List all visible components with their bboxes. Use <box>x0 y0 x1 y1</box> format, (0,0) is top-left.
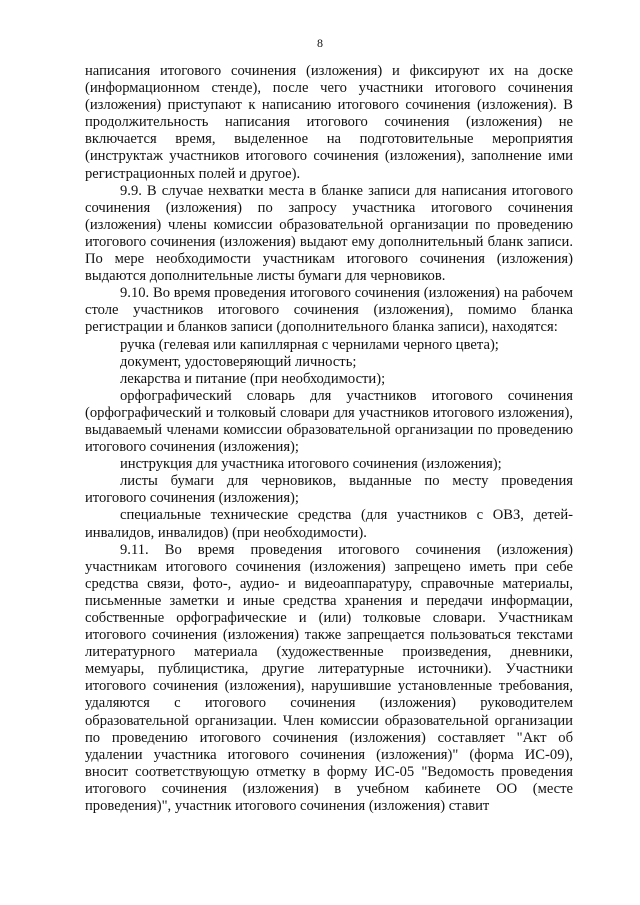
list-item-medicine: лекарства и питание (при необходимости); <box>120 370 386 387</box>
paragraph-9-9: 9.9. В случае нехватки места в бланке записи для написания итогового сочинения (изложения) по запросу участника итогового сочинения (изложения) члены комиссии образовательной организации по проведению итогового сочинения (изложения) выдают ему дополнительный бланк записи. По мере необходимости участникам итогового сочинения (изложения) выдаются дополнительные листы бумаги для черновиков. <box>85 182 573 285</box>
document-body <box>85 63 573 815</box>
list-item-draft-sheets: листы бумаги для черновиков, выданные по месту проведения итогового сочинения (изложения); <box>85 473 573 507</box>
list-item-special-equipment: специальные технические средства (для участников с ОВЗ, детей-инвалидов, инвалидов) (при необходимости). <box>85 507 573 541</box>
list-item-pen: ручка (гелевая или капиллярная с чернилами черного цвета); <box>120 336 499 353</box>
paragraph-continuation: написания итогового сочинения (изложения) и фиксируют их на доске (информационном стенде), после чего участники итогового сочинения (изложения) приступают к написанию итогового сочинения (изложения). В продолжительность написания итогового сочинения (изложения) не включается время, выделенное на подготовительные мероприятия (инструктаж участников итогового сочинения (изложения), заполнение ими регистрационных полей и другое). <box>85 63 573 182</box>
page-number: 8 <box>317 36 323 50</box>
paragraph-9-11: 9.11. Во время проведения итогового сочинения (изложения) участникам итогового сочинения (изложения) запрещено иметь при себе средства связи, фото-, аудио- и видеоаппаратуру, справочные материалы, письменные заметки и иные средства хранения и передачи информации, собственные орфографические и (или) толковые словари. Участникам итогового сочинения (изложения) также запрещается пользоваться текстами литературного материала (художественные произведения, дневники, мемуары, публицистика, другие литературные источники). Участники итогового сочинения (изложения), нарушившие установленные требования, удаляются с итогового сочинения (изложения) руководителем образовательной организации. Член комиссии образовательной организации по проведению итогового сочинения (изложения) составляет "Акт об удалении участника итогового сочинения (изложения)" (форма ИС-09), вносит соответствующую отметку в форму ИС-05 "Ведомость проведения итогового сочинения (изложения) в учебном кабинете ОО (месте проведения)", участник итогового сочинения (изложения) ставит <box>85 541 573 815</box>
list-item-instruction: инструкция для участника итогового сочинения (изложения); <box>120 456 502 473</box>
list-item-id-document: документ, удостоверяющий личность; <box>120 353 357 370</box>
list-item-dictionary: орфографический словарь для участников итогового сочинения (орфографический и толковый словари для участников итогового изложения), выдаваемый членами комиссии образовательной организации по проведению итогового сочинения (изложения); <box>85 387 573 456</box>
paragraph-9-10: 9.10. Во время проведения итогового сочинения (изложения) на рабочем столе участников итогового сочинения (изложения), помимо бланка регистрации и бланков записи (дополнительного бланка записи), находятся: <box>85 285 573 336</box>
